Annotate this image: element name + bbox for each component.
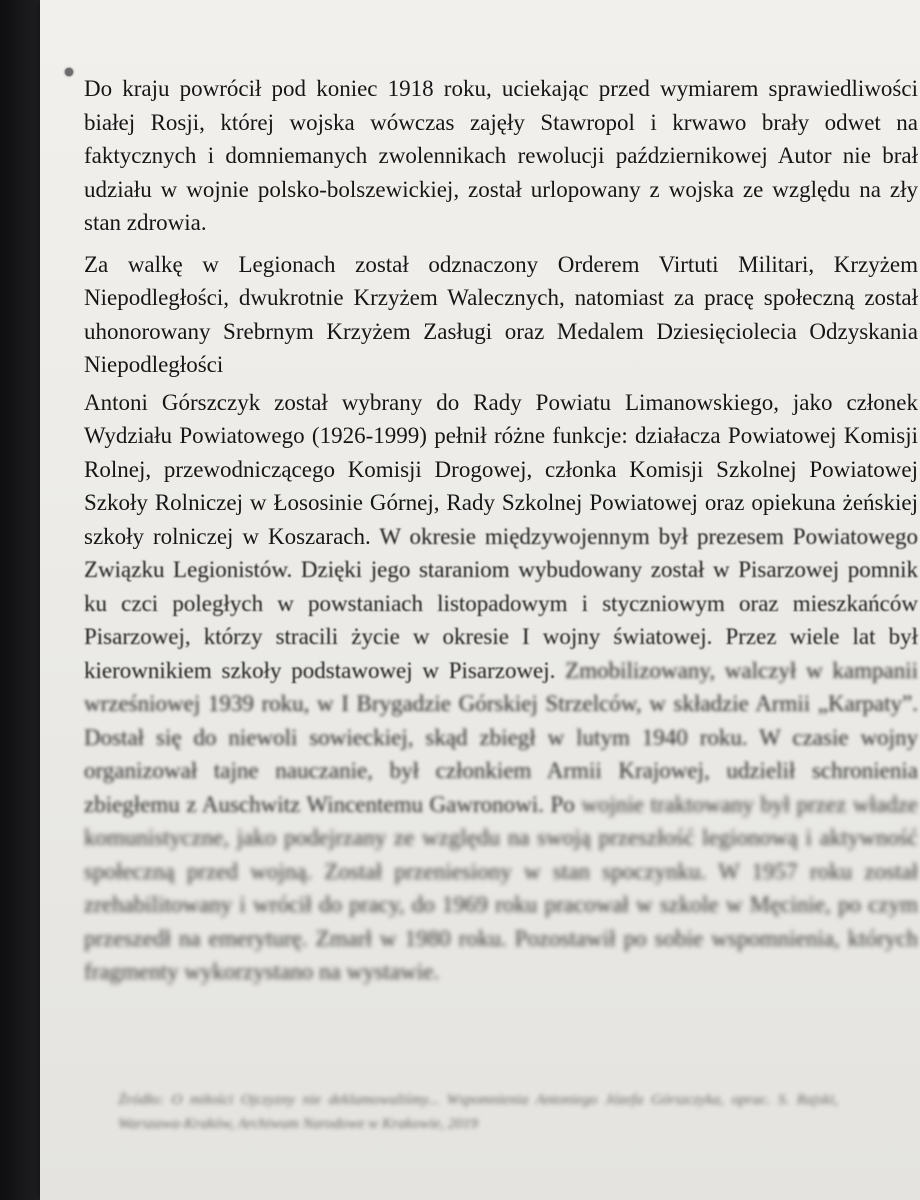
paragraph-return-1918: Do kraju powrócił pod koniec 1918 roku, uciekając przed wymiarem sprawiedliwości białej Rosji, której wojska wówczas zajęły Stawropol i krwawo brały odwet na faktycznych i domniemanych zwolennikach rewolucji październikowej Autor nie brał udziału w wojnie polsko-bolszewickiej, został urlopowany z wojska ze względu na zły stan zdrowia. xyxy=(84,76,918,235)
biography-part-legionnaires: W okresie międzywojennym był prezesem Powiatowego Związku Legionistów. Dzięki jego staraniom wybudowany został w Pisarzowej pomnik ku czci poległych w powstaniach listopadowym i styczniowym oraz mieszkańców Pisarzowej, którzy stracili życie w okresie I wojny światowej. Przez wiele lat był kierownikiem szkoły podstawowej w Pisarzowej. xyxy=(84,523,918,683)
biography-part-postwar: wojnie traktowany był przez władze komunistyczne, jako podejrzany ze względu na swoją przeszłość legionową i aktywność społeczną przed wojną. Został przeniesiony w stan spoczynku. W 1957 roku został zrehabilitowany i wrócił do pracy, do 1969 roku pracował w szkole w Męcinie, po czym przeszedł na emeryturę. Zmarł w 1980 roku. Pozostawił po sobie wspomnienia, których fragmenty wykorzystano na wystawie. xyxy=(84,791,918,984)
paragraph-decorations: Za walkę w Legionach został odznaczony Orderem Virtuti Militari, Krzyżem Niepodległości, dwukrotnie Krzyżem Walecznych, natomiast za pracę społeczną został uhonorowany Srebrnym Krzyżem Zasługi oraz Medalem Dziesięciolecia Odzyskania Niepodległości xyxy=(84,251,918,377)
document-body xyxy=(84,72,918,989)
biography-part-council: Antoni Górszczyk został wybrany do Rady Powiatu Limanowskiego, jako członek Wydziału Powiatowego (1926-1999) pełnił różne funkcje: działacza Powiatowej Komisji Rolnej, przewodniczącego Komisji Drogowej, członka Komisji Szkolnej Powiatowej Szkoły Rolniczej w Łososinie Górnej, Rady Szkolnej Powiatowej oraz opiekuna żeńskiej szkoły rolniczej w Koszarach. xyxy=(84,389,918,549)
source-note: Źródło: O miłości Ojczyzny nie deklamowaliśmy... Wspomnienia Antoniego Józefa Górszczyka, oprac. S. Rajski, Warszawa-Kraków, Archiwum Narodowe w Krakowie, 2019 xyxy=(118,1092,838,1132)
pin-head xyxy=(65,68,73,76)
biography-part-war: Zmobilizowany, walczył w kampanii wrześniowej 1939 roku, w I Brygadzie Górskiej Strzelców, w składzie Armii „Karpaty”. Dostał się do niewoli sowieckiej, skąd zbiegł w lutym 1940 roku. W czasie wojny organizował tajne nauczanie, był członkiem Armii Krajowej, udzielił schronienia zbiegłemu z Auschwitz Wincentemu Gawronowi. Po xyxy=(84,657,919,817)
paragraph-biography xyxy=(84,386,918,989)
